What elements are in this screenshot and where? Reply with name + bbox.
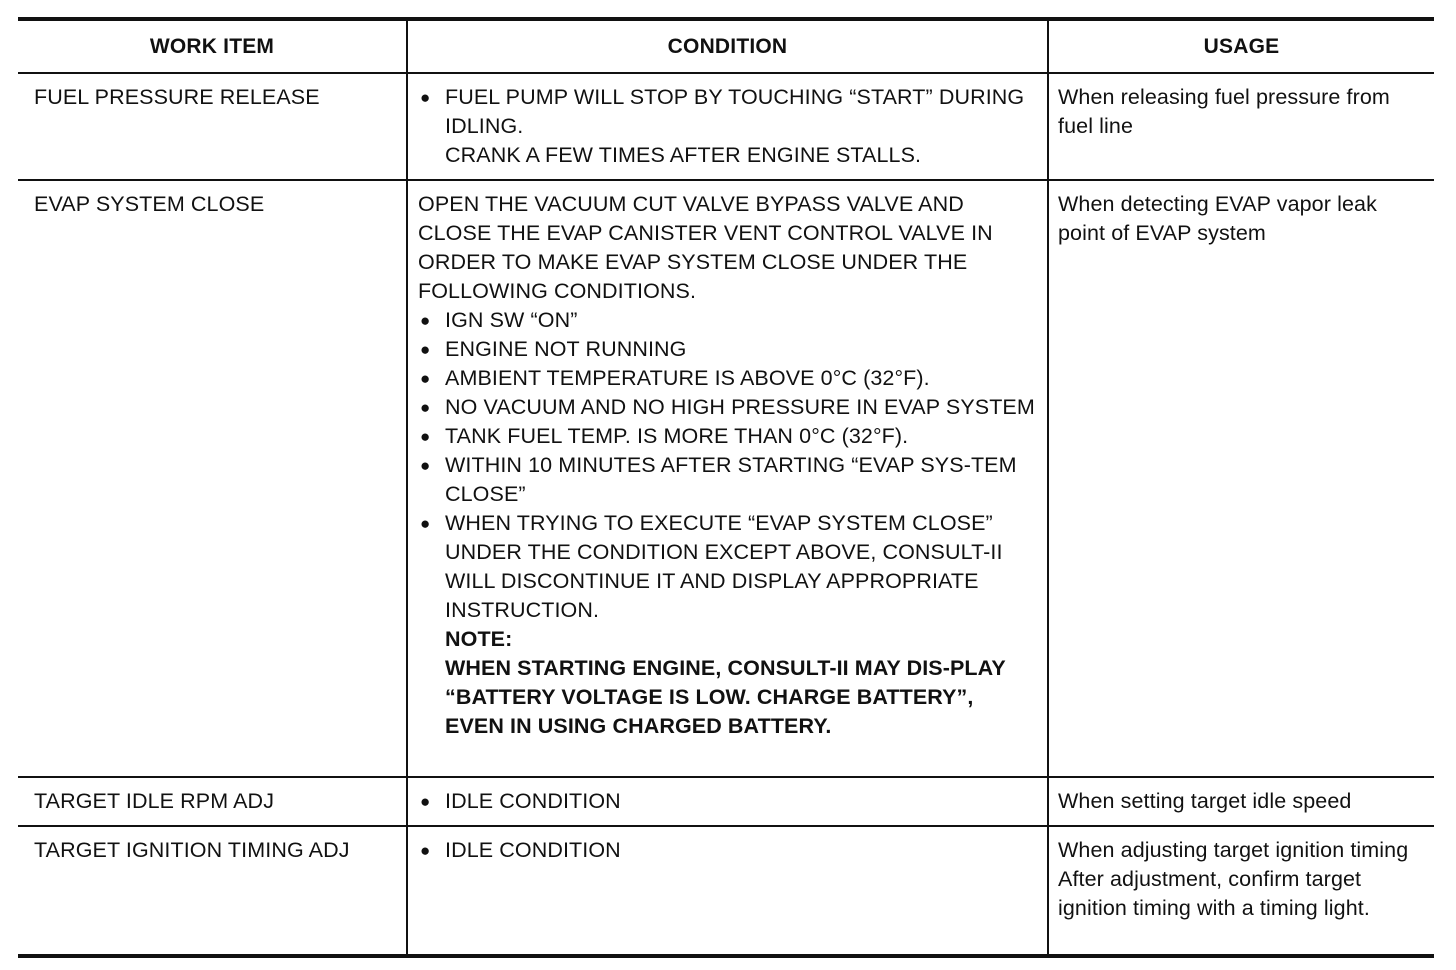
condition-bullet xyxy=(418,787,1037,816)
header-condition: CONDITION xyxy=(407,19,1048,73)
bullet-icon: ● xyxy=(420,427,431,446)
condition-bullet xyxy=(418,422,1037,451)
usage-text: When adjusting target ignition timing xyxy=(1058,838,1409,862)
condition-bullet xyxy=(418,364,1037,393)
condition-bullet xyxy=(418,83,1037,170)
usage-text: When setting target idle speed xyxy=(1058,789,1352,813)
bullet-icon: ● xyxy=(420,456,431,475)
bullet-icon: ● xyxy=(420,398,431,417)
bullet-icon: ● xyxy=(420,311,431,330)
condition-cell xyxy=(407,826,1048,956)
bullet-icon: ● xyxy=(420,369,431,388)
bullet-text: ENGINE NOT RUNNING xyxy=(445,337,687,361)
bullet-icon: ● xyxy=(420,792,431,811)
usage-cell xyxy=(1048,777,1434,826)
condition-bullet xyxy=(418,509,1037,741)
table-row xyxy=(18,777,1434,826)
usage-cell xyxy=(1048,180,1434,777)
table-row xyxy=(18,180,1434,777)
header-row xyxy=(18,19,1434,73)
bullet-text: TANK FUEL TEMP. IS MORE THAN 0°C (32°F). xyxy=(445,424,909,448)
bullet-icon: ● xyxy=(420,841,431,860)
usage-cell xyxy=(1048,73,1434,180)
bullet-icon: ● xyxy=(420,514,431,533)
bullet-text: FUEL PUMP WILL STOP BY TOUCHING “START” DURING IDLING. xyxy=(445,85,1025,138)
table-row xyxy=(18,826,1434,956)
condition-cell xyxy=(407,180,1048,777)
bullet-icon: ● xyxy=(420,340,431,359)
condition-bullet xyxy=(418,836,1037,865)
work-item-cell: TARGET IDLE RPM ADJ xyxy=(18,777,407,826)
header-work-item: WORK ITEM xyxy=(18,19,407,73)
table-row xyxy=(18,73,1434,180)
bullet-text: AMBIENT TEMPERATURE IS ABOVE 0°C (32°F). xyxy=(445,366,930,390)
bullet-text: IDLE CONDITION xyxy=(445,789,621,813)
header-usage: USAGE xyxy=(1048,19,1434,73)
condition-cell xyxy=(407,73,1048,180)
usage-text: When detecting EVAP vapor leak point of EVAP system xyxy=(1058,192,1377,245)
usage-text: When releasing fuel pressure from fuel line xyxy=(1058,85,1390,138)
work-item-cell: EVAP SYSTEM CLOSE xyxy=(18,180,407,777)
note-label: NOTE: xyxy=(445,627,513,651)
bullet-text: IGN SW “ON” xyxy=(445,308,578,332)
condition-note: CRANK A FEW TIMES AFTER ENGINE STALLS. xyxy=(445,143,922,167)
bullet-text: WITHIN 10 MINUTES AFTER STARTING “EVAP SYS-TEM CLOSE” xyxy=(445,453,1017,506)
condition-cell xyxy=(407,777,1048,826)
condition-bullet xyxy=(418,335,1037,364)
note-text: WHEN STARTING ENGINE, CONSULT-II MAY DIS-PLAY “BATTERY VOLTAGE IS LOW. CHARGE BATTERY”, EVEN IN USING CHARGED BATTERY. xyxy=(445,656,1006,738)
work-item-cell: FUEL PRESSURE RELEASE xyxy=(18,73,407,180)
usage-cell xyxy=(1048,826,1434,956)
usage-text: After adjustment, confirm target ignition timing with a timing light. xyxy=(1058,867,1370,920)
bullet-text: NO VACUUM AND NO HIGH PRESSURE IN EVAP SYSTEM xyxy=(445,395,1035,419)
condition-intro: OPEN THE VACUUM CUT VALVE BYPASS VALVE AND CLOSE THE EVAP CANISTER VENT CONTROL VALVE IN ORDER TO MAKE EVAP SYSTEM CLOSE UNDER THE FOLLOWING CONDITIONS. xyxy=(418,192,993,303)
bullet-text: WHEN TRYING TO EXECUTE “EVAP SYSTEM CLOSE” UNDER THE CONDITION EXCEPT ABOVE, CONSULT-II WILL DISCONTINUE IT AND DISPLAY APPROPRIATE INSTRUCTION. xyxy=(445,511,1003,622)
condition-bullet xyxy=(418,393,1037,422)
condition-bullet xyxy=(418,306,1037,335)
condition-bullet xyxy=(418,451,1037,509)
bullet-text: IDLE CONDITION xyxy=(445,838,621,862)
work-item-cell: TARGET IGNITION TIMING ADJ xyxy=(18,826,407,956)
work-support-table xyxy=(18,17,1434,958)
bullet-icon: ● xyxy=(420,88,431,107)
table-header xyxy=(18,19,1434,73)
